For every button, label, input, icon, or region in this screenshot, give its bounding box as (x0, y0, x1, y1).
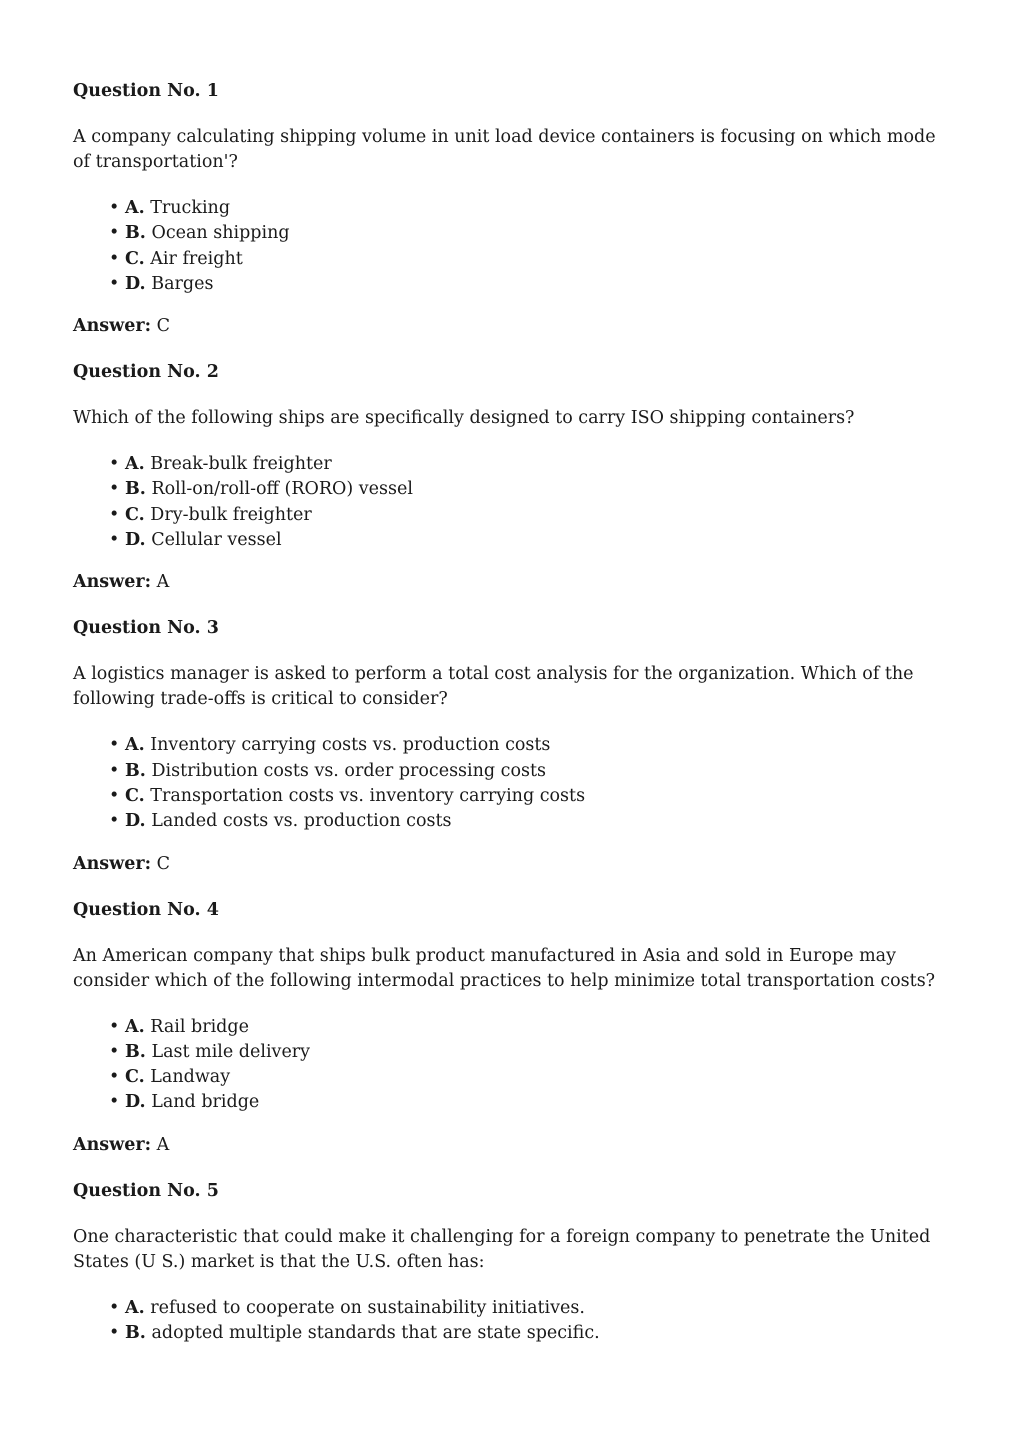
options-list (73, 733, 944, 834)
answer-value: A (156, 572, 170, 593)
option-text: Break-bulk freighter (150, 454, 332, 475)
bullet-icon: • (109, 530, 120, 551)
option-letter: A. (125, 1297, 145, 1318)
answer (73, 570, 944, 594)
option-text: adopted multiple standards that are state specific. (151, 1323, 600, 1344)
bullet-icon: • (109, 1092, 120, 1113)
bullet-icon: • (109, 760, 120, 781)
question-title: Question No. 5 (73, 1180, 219, 1201)
option-text: Rail bridge (150, 1016, 249, 1037)
answer-label: Answer: (73, 316, 152, 337)
option-d (109, 809, 944, 834)
option-letter: A. (125, 198, 145, 218)
bullet-icon: • (109, 1067, 120, 1088)
option-b (109, 1040, 944, 1065)
option-text: Last mile delivery (151, 1041, 311, 1062)
option-text: Landway (150, 1067, 231, 1088)
question-title: Question No. 1 (73, 81, 219, 101)
option-letter: D. (125, 273, 146, 294)
option-text: Transportation costs vs. inventory carrying costs (150, 785, 586, 806)
option-a (109, 733, 944, 758)
answer-value: C (156, 853, 171, 874)
option-c (109, 784, 944, 809)
option-d (109, 1090, 944, 1115)
question-text: An American company that ships bulk product manufactured in Asia and sold in Europe may consider which of the following intermodal practices to help minimize total transportation costs? (73, 945, 936, 991)
bullet-icon: • (109, 504, 120, 525)
option-c (109, 1065, 944, 1090)
option-text: Distribution costs vs. order processing costs (151, 760, 547, 781)
question-text: A company calculating shipping volume in unit load device containers is focusing on which mode of transportation'? (73, 127, 936, 172)
answer-label: Answer: (73, 1134, 152, 1155)
bullet-icon: • (109, 1041, 120, 1062)
option-letter: D. (125, 811, 146, 832)
option-c (109, 247, 944, 272)
question-3 (73, 616, 944, 875)
bullet-icon: • (109, 1016, 120, 1037)
question-title: Question No. 2 (73, 362, 219, 383)
option-b (109, 1321, 944, 1346)
option-letter: D. (125, 1092, 146, 1113)
bullet-icon: • (109, 273, 120, 294)
options-list (73, 1296, 944, 1347)
bullet-icon: • (109, 198, 120, 218)
option-a (109, 1015, 944, 1040)
option-a (109, 452, 944, 477)
question-2 (73, 360, 944, 594)
option-text: Ocean shipping (151, 223, 290, 244)
bullet-icon: • (109, 479, 120, 500)
option-letter: B. (125, 1323, 146, 1344)
question-text: A logistics manager is asked to perform a total cost analysis for the organization. Which of the following trade-offs is critical to consider? (73, 664, 914, 710)
options-list (73, 1015, 944, 1116)
option-a (109, 1296, 944, 1321)
option-letter: D. (125, 530, 146, 551)
option-c (109, 503, 944, 528)
option-letter: C. (125, 504, 145, 525)
answer-value: C (156, 316, 171, 337)
option-d (109, 272, 944, 297)
option-b (109, 759, 944, 784)
answer (73, 1133, 944, 1157)
option-letter: B. (125, 1041, 146, 1062)
option-b (109, 221, 944, 246)
option-text: Dry-bulk freighter (150, 504, 312, 525)
option-letter: B. (125, 760, 146, 781)
question-1 (73, 79, 944, 338)
option-letter: A. (125, 454, 145, 475)
option-letter: A. (125, 735, 145, 756)
answer-value: A (156, 1134, 170, 1155)
question-5 (73, 1179, 944, 1347)
option-text: Landed costs vs. production costs (151, 811, 452, 832)
question-text: One characteristic that could make it challenging for a foreign company to penetrate the United States (U S.) market is that the U.S. often has: (73, 1226, 931, 1272)
bullet-icon: • (109, 785, 120, 806)
bullet-icon: • (109, 248, 120, 269)
bullet-icon: • (109, 1323, 120, 1344)
answer-label: Answer: (73, 853, 152, 874)
bullet-icon: • (109, 454, 120, 475)
options-list (73, 452, 944, 553)
option-text: Barges (151, 273, 214, 294)
answer (73, 314, 944, 338)
options-list (73, 196, 944, 297)
option-text: Inventory carrying costs vs. production costs (150, 735, 551, 756)
answer (73, 852, 944, 876)
option-text: Cellular vessel (151, 530, 282, 551)
bullet-icon: • (109, 811, 120, 832)
question-title: Question No. 4 (73, 899, 219, 920)
option-b (109, 477, 944, 502)
option-text: Roll-on/roll-off (RORO) vessel (151, 479, 413, 500)
answer-label: Answer: (73, 572, 152, 593)
question-text: Which of the following ships are specifically designed to carry ISO shipping containers? (73, 408, 855, 429)
option-text: refused to cooperate on sustainability initiatives. (150, 1297, 585, 1318)
bullet-icon: • (109, 223, 120, 244)
bullet-icon: • (109, 735, 120, 756)
option-letter: C. (125, 248, 145, 269)
question-title: Question No. 3 (73, 618, 219, 639)
option-letter: B. (125, 479, 146, 500)
option-letter: C. (125, 1067, 145, 1088)
question-4 (73, 898, 944, 1157)
option-text: Land bridge (151, 1092, 260, 1113)
option-text: Trucking (150, 198, 231, 218)
option-d (109, 528, 944, 553)
option-text: Air freight (150, 248, 243, 269)
option-a (109, 196, 944, 221)
bullet-icon: • (109, 1297, 120, 1318)
option-letter: C. (125, 785, 145, 806)
option-letter: B. (125, 223, 146, 244)
option-letter: A. (125, 1016, 145, 1037)
